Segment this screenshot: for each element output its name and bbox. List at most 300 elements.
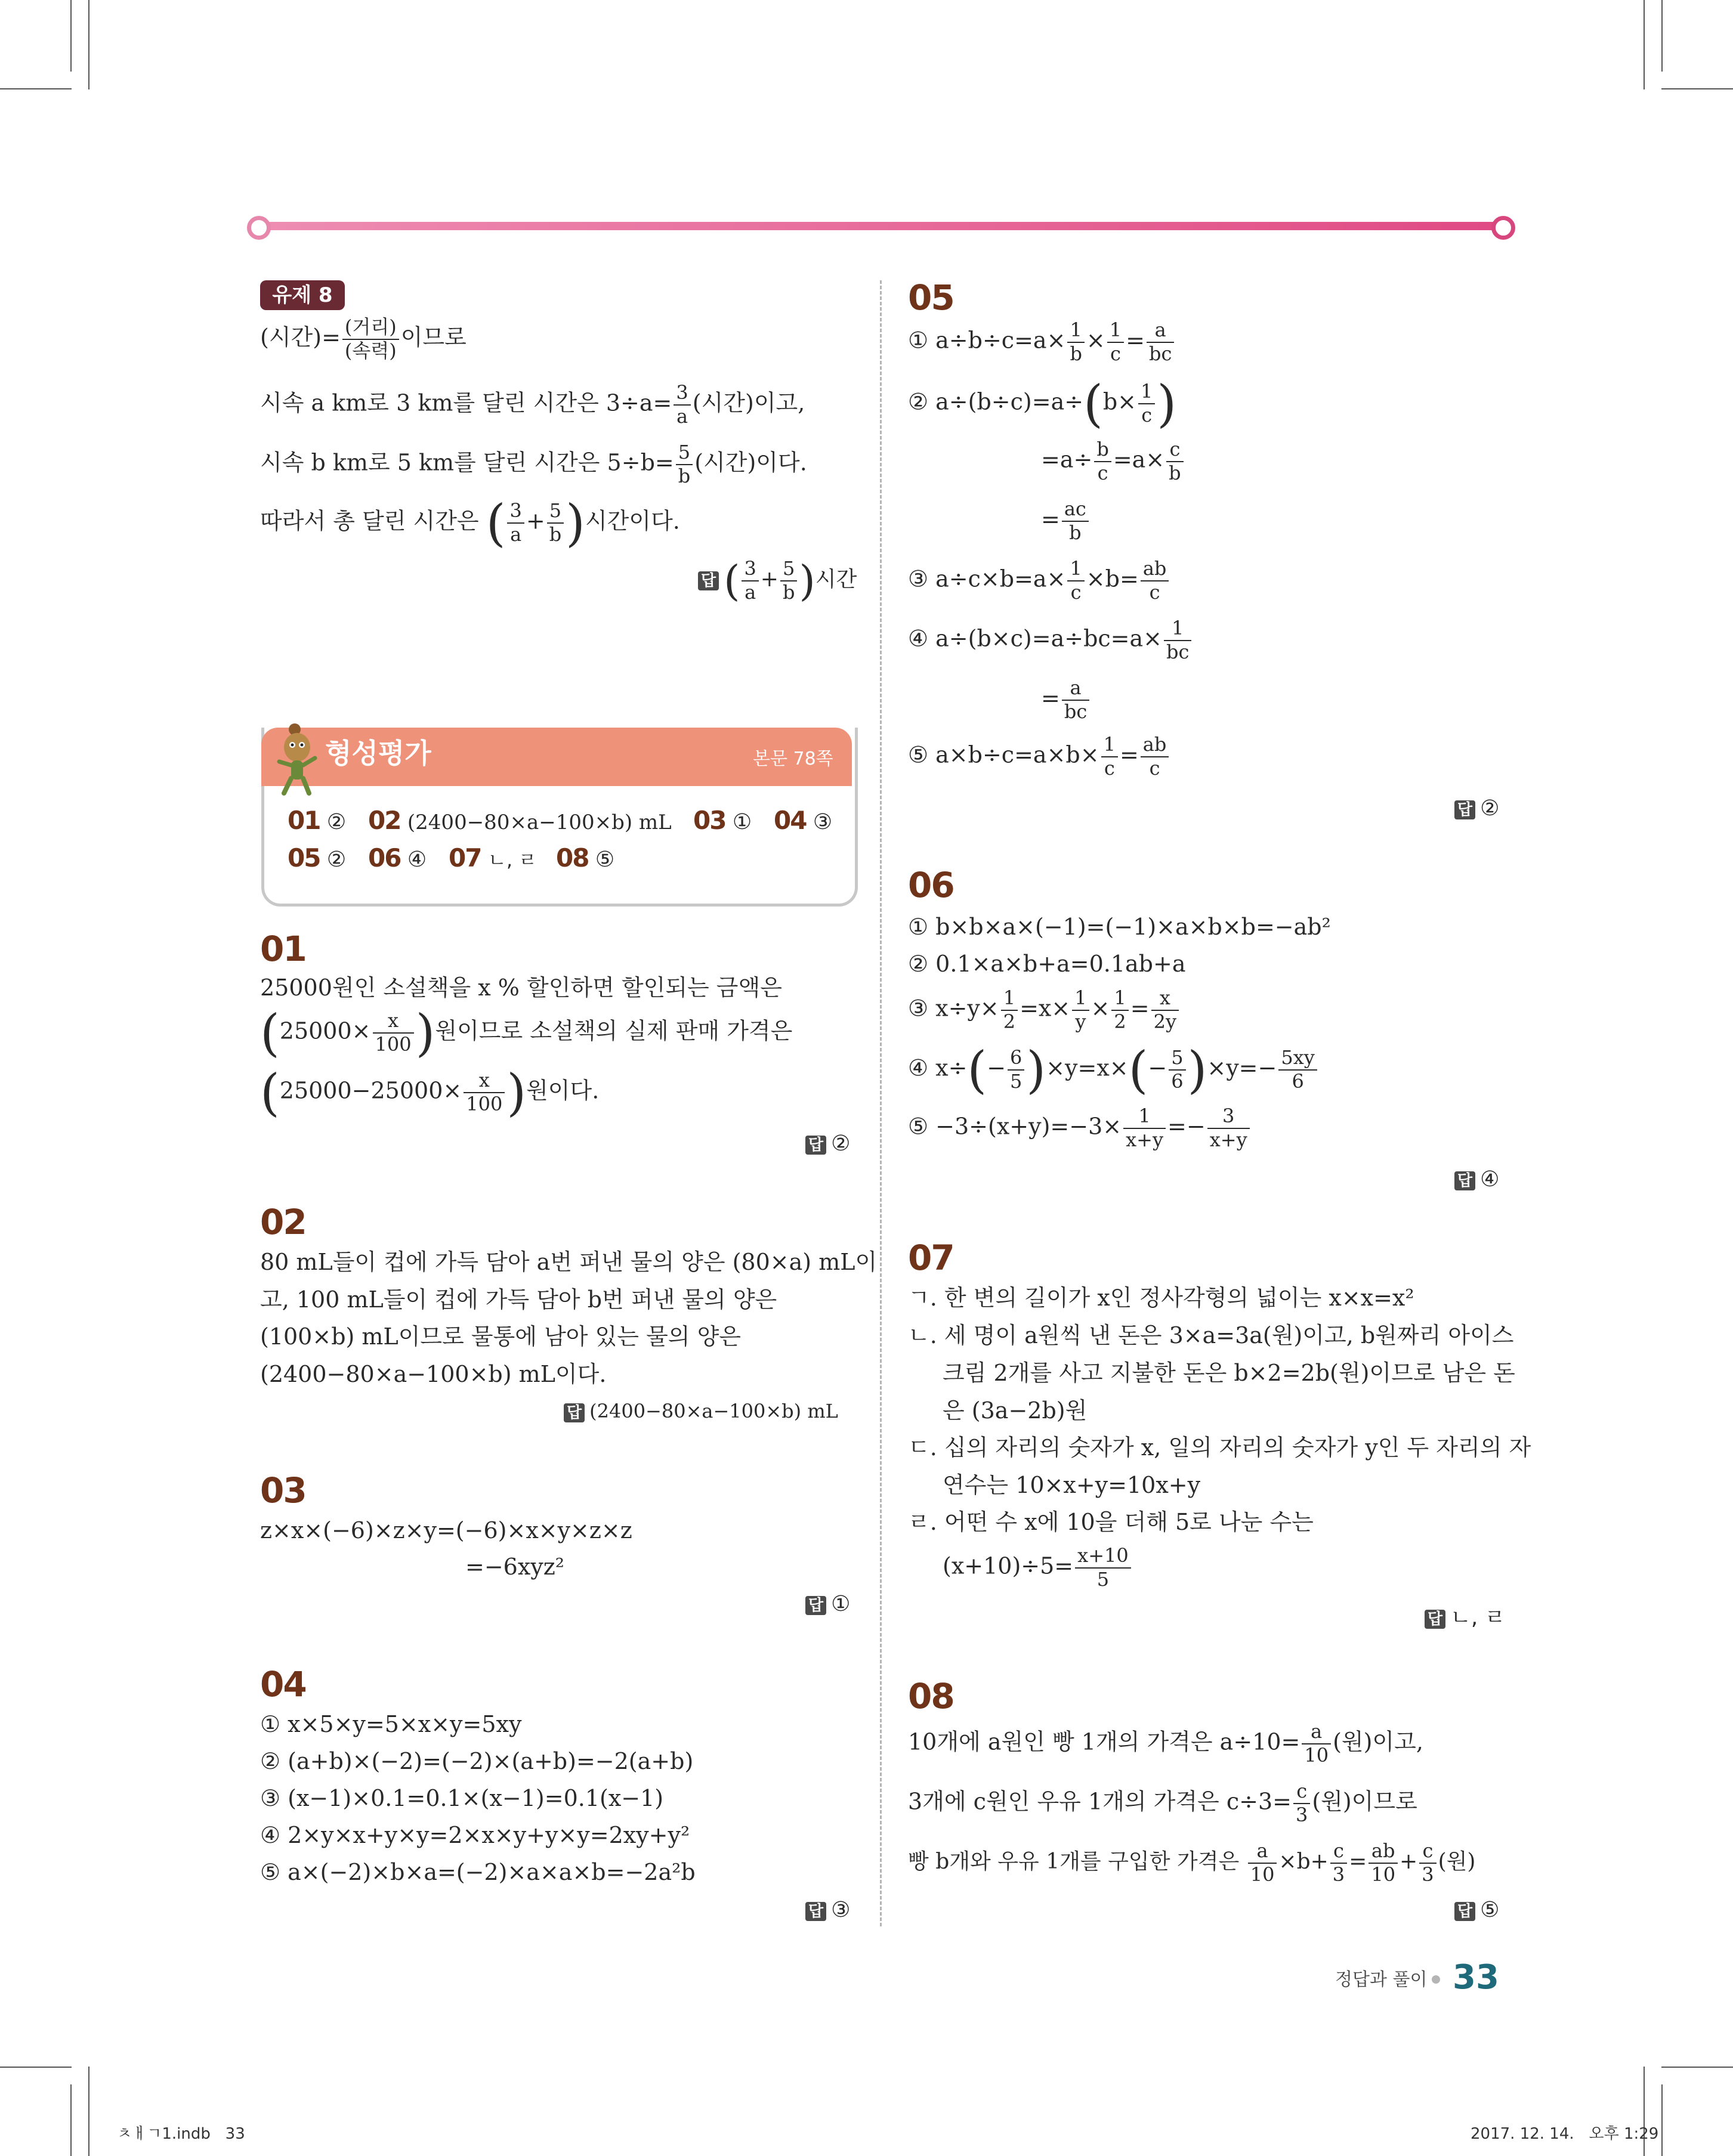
answer-num: 05 xyxy=(288,843,320,873)
answer-icon: 답 xyxy=(564,1403,585,1422)
q06-line-5 xyxy=(908,1105,1505,1165)
answer-value: (2400−80×a−100×b) mL xyxy=(589,1400,838,1422)
q05-line-6 xyxy=(908,617,1505,677)
fraction xyxy=(1419,1840,1436,1886)
text: =−6xyz² xyxy=(465,1554,565,1580)
text: 빵 b개와 우유 1개를 구입한 가격은 xyxy=(908,1849,1246,1874)
text: ④ 2×y×x+y×y=2×x×y+y×y=2xy+y² xyxy=(260,1822,690,1848)
crop-mark xyxy=(1644,0,1645,89)
footer-date: 2017. 12. 14. 오후 1:29 xyxy=(1471,2125,1659,2143)
denominator: 6 xyxy=(1292,1070,1304,1093)
hyeong-page: 본문 78쪽 xyxy=(753,748,833,769)
denominator: c xyxy=(1141,404,1153,426)
q04-line-4 xyxy=(260,1824,857,1854)
paren-left: ( xyxy=(967,1041,987,1099)
paren-left: ( xyxy=(260,1063,280,1122)
crop-mark xyxy=(0,2067,72,2068)
text: 원이다. xyxy=(526,1077,600,1104)
fraction xyxy=(742,558,758,604)
q02-line-2 xyxy=(260,1288,857,1318)
paren-right: ) xyxy=(566,494,585,552)
fraction xyxy=(1147,319,1174,366)
crop-mark xyxy=(1661,2084,1663,2156)
denominator: bc xyxy=(1064,700,1088,723)
crop-mark xyxy=(70,2084,72,2156)
text: (시간)= xyxy=(260,324,341,351)
fraction xyxy=(1141,734,1169,780)
text: = xyxy=(1349,1849,1367,1874)
text: b× xyxy=(1102,388,1137,415)
denominator: 6 xyxy=(1171,1070,1184,1093)
fraction xyxy=(1107,319,1124,366)
denominator: bc xyxy=(1148,342,1172,365)
text: × xyxy=(1086,327,1105,354)
answer-icon: 답 xyxy=(1425,1610,1445,1629)
denominator: 3 xyxy=(1295,1803,1308,1826)
paren-left: ( xyxy=(1083,375,1103,433)
crop-mark xyxy=(88,0,89,89)
q04-line-3 xyxy=(260,1787,857,1817)
text: ⑤ −3÷(x+y)=−3× xyxy=(908,1113,1122,1140)
yuje8-badge xyxy=(260,280,345,310)
numerator: ab xyxy=(1141,558,1169,581)
text: 25000× xyxy=(279,1017,371,1044)
numerator: a xyxy=(1302,1721,1331,1744)
q06-line-4 xyxy=(908,1041,1505,1105)
q02-line-4 xyxy=(260,1363,857,1393)
denominator: 10 xyxy=(1371,1863,1396,1886)
numerator: 1 xyxy=(1107,319,1124,343)
denominator: 2y xyxy=(1153,1010,1177,1033)
answer-num: 01 xyxy=(288,806,320,835)
denominator: c xyxy=(1070,580,1082,604)
numerator: a xyxy=(1062,677,1089,701)
q08-line-1 xyxy=(908,1721,1505,1780)
fraction xyxy=(1369,1840,1398,1886)
text: ㄹ. 어떤 수 x에 10을 더해 5로 나눈 수는 xyxy=(908,1509,1314,1535)
denominator: y xyxy=(1075,1010,1086,1033)
q01-line-3 xyxy=(260,1063,857,1127)
q01-line-1 xyxy=(260,976,857,1006)
fraction xyxy=(676,441,693,488)
q04-line-2 xyxy=(260,1750,857,1780)
text: ① x×5×y=5×x×y=5xy xyxy=(260,1711,522,1737)
text: (2400−80×a−100×b) mL이다. xyxy=(260,1361,607,1387)
denominator: a xyxy=(676,404,688,428)
paren-right: ) xyxy=(1187,1041,1207,1099)
q04-answer xyxy=(805,1900,850,1921)
text: (100×b) mL이므로 물통에 남아 있는 물의 양은 xyxy=(260,1323,742,1350)
answer-value: (2400−80×a−100×b) mL xyxy=(407,811,672,834)
answer-icon: 답 xyxy=(805,1136,826,1155)
answer-icon: 답 xyxy=(1454,1171,1475,1190)
text: (원) xyxy=(1438,1849,1476,1874)
answer-value: ② xyxy=(831,1131,851,1156)
fraction xyxy=(1293,1780,1310,1827)
fraction xyxy=(780,558,797,604)
denominator: 100 xyxy=(375,1033,412,1056)
q01-number: 01 xyxy=(260,929,306,969)
denominator: b xyxy=(678,464,691,487)
fraction xyxy=(1111,987,1128,1034)
page-number: 33 xyxy=(1453,1958,1499,1997)
numerator: 5 xyxy=(547,500,564,524)
text: ③ x÷y× xyxy=(908,995,999,1022)
numerator: x xyxy=(1151,987,1179,1011)
answer-num: 07 xyxy=(449,843,481,873)
text: 25000원인 소설책을 x % 할인하면 할인되는 금액은 xyxy=(260,975,782,1001)
text: ×y=− xyxy=(1207,1054,1277,1081)
paren-right: ) xyxy=(415,1004,435,1062)
numerator: 1 xyxy=(1067,558,1084,581)
answer-value: ② xyxy=(326,847,347,872)
q07-answer xyxy=(1425,1607,1506,1629)
denominator: b xyxy=(1169,461,1181,484)
numerator: 1 xyxy=(1001,987,1018,1011)
numerator: 3 xyxy=(507,500,524,524)
footer-dot-icon xyxy=(1432,1975,1440,1984)
numerator: x xyxy=(373,1010,414,1034)
q07-line-1 xyxy=(908,1286,1505,1316)
q07-line-3 xyxy=(943,1360,1515,1391)
q01-answer xyxy=(805,1133,850,1155)
q05-line-3 xyxy=(1041,438,1459,498)
q05-line-4 xyxy=(1041,498,1459,558)
q02-line-1 xyxy=(260,1249,878,1280)
text: (x+10)÷5= xyxy=(943,1552,1074,1579)
answer-num: 08 xyxy=(556,843,589,873)
text: (원)이고, xyxy=(1333,1728,1423,1755)
q06-number: 06 xyxy=(908,865,954,905)
fraction xyxy=(1278,1047,1317,1093)
q02-answer xyxy=(564,1402,838,1422)
numerator: 6 xyxy=(1008,1047,1024,1071)
fraction xyxy=(1302,1721,1331,1767)
numerator: c xyxy=(1293,1780,1310,1804)
text: =x× xyxy=(1020,995,1071,1022)
q07-line-8 xyxy=(943,1545,1479,1604)
denominator: b xyxy=(1070,342,1082,365)
text: = xyxy=(1119,741,1139,768)
denominator: c xyxy=(1097,461,1108,484)
paren-left: ( xyxy=(260,1004,280,1062)
text: = xyxy=(1130,995,1150,1022)
denominator: b xyxy=(549,523,562,546)
q08-line-3 xyxy=(908,1840,1505,1900)
text: (시간)이다. xyxy=(694,449,807,476)
denominator: 5 xyxy=(1010,1070,1022,1093)
denominator: bc xyxy=(1166,640,1190,663)
text: ⑤ a×b÷c=a×b× xyxy=(908,741,1099,768)
numerator: ab xyxy=(1141,734,1169,757)
text: − xyxy=(1148,1054,1167,1081)
answer-value: ③ xyxy=(813,810,833,834)
denominator: b xyxy=(1069,521,1082,544)
denominator: 100 xyxy=(466,1093,503,1115)
q05-answer xyxy=(1454,798,1499,819)
answer-icon: 답 xyxy=(1454,800,1475,819)
text: ㄷ. 십의 자리의 숫자가 x, 일의 자리의 숫자가 y인 두 자리의 자 xyxy=(908,1434,1531,1461)
q07-line-2 xyxy=(908,1322,1514,1354)
fraction xyxy=(1008,1047,1024,1093)
text: = xyxy=(1041,506,1060,533)
text: 3개에 c원인 우유 1개의 가격은 c÷3= xyxy=(908,1788,1292,1815)
header-bar-right-dot xyxy=(1491,216,1515,240)
q04-line-5 xyxy=(260,1861,857,1891)
answer-value: ③ xyxy=(831,1898,851,1922)
denominator: 2 xyxy=(1114,1010,1126,1033)
answer-value: ① xyxy=(831,1592,851,1616)
denominator: a xyxy=(510,523,522,546)
text: ② (a+b)×(−2)=(−2)×(a+b)=−2(a+b) xyxy=(260,1748,694,1774)
text: 10개에 a원인 빵 1개의 가격은 a÷10= xyxy=(908,1728,1300,1755)
header-bar-left-dot xyxy=(247,216,271,240)
answer-icon: 답 xyxy=(805,1902,826,1921)
answer-num: 04 xyxy=(774,806,807,835)
text: 25000−25000× xyxy=(279,1077,462,1104)
q05-line-7 xyxy=(1041,677,1459,737)
answer-value: ④ xyxy=(407,847,427,872)
text: 80 mL들이 컵에 가득 담아 a번 퍼낸 물의 양은 (80×a) mL이 xyxy=(260,1249,878,1275)
q03-line-2 xyxy=(465,1555,823,1585)
numerator: 1 xyxy=(1067,319,1084,343)
numerator: 5xy xyxy=(1278,1047,1317,1071)
crop-mark xyxy=(1661,0,1663,72)
text: =− xyxy=(1167,1113,1206,1140)
answer-value: ⑤ xyxy=(595,847,615,872)
q07-line-7 xyxy=(908,1511,1505,1541)
text: ×b= xyxy=(1086,565,1139,592)
hyeong-row-1 xyxy=(288,808,836,838)
text: 시속 b km로 5 km를 달린 시간은 5÷b= xyxy=(260,449,674,476)
text: ② a÷(b÷c)=a÷ xyxy=(908,388,1084,415)
crop-mark xyxy=(1661,88,1733,89)
yuje8-line-4 xyxy=(260,494,857,564)
fraction xyxy=(1138,381,1155,427)
header-bar xyxy=(257,222,1503,230)
crop-mark xyxy=(88,2067,89,2156)
numerator: 3 xyxy=(674,382,690,406)
q05-line-5 xyxy=(908,558,1505,617)
q03-number: 03 xyxy=(260,1470,306,1511)
fraction xyxy=(1072,987,1089,1034)
numerator: c xyxy=(1330,1840,1347,1864)
q05-line-8 xyxy=(908,734,1505,793)
numerator: 5 xyxy=(780,558,797,581)
answer-value: ④ xyxy=(1480,1167,1500,1192)
fraction xyxy=(1164,617,1191,664)
answer-num: 06 xyxy=(368,843,401,873)
answer-value: ㄴ, ㄹ xyxy=(487,849,537,871)
denominator: c xyxy=(1104,756,1115,779)
q07-number: 07 xyxy=(908,1238,954,1278)
text: 은 (3a−2b)원 xyxy=(943,1397,1088,1424)
crop-mark xyxy=(0,88,72,89)
answer-icon: 답 xyxy=(698,571,719,590)
text: ③ (x−1)×0.1=0.1×(x−1)=0.1(x−1) xyxy=(260,1785,664,1811)
q02-line-3 xyxy=(260,1325,857,1355)
numerator: x+10 xyxy=(1075,1545,1131,1569)
hyeong-title: 형성평가 xyxy=(325,737,431,769)
fraction xyxy=(373,1010,414,1056)
answer-value: ② xyxy=(1480,796,1500,821)
text: 연수는 10×x+y=10x+y xyxy=(943,1472,1201,1498)
denominator: x+y xyxy=(1126,1128,1164,1151)
yuje8-badge-label: 유제 8 xyxy=(272,283,333,307)
numerator: b xyxy=(1094,438,1111,462)
numerator: a xyxy=(1147,319,1174,343)
q04-number: 04 xyxy=(260,1664,306,1705)
text: (시간)이고, xyxy=(692,389,805,416)
answer-icon: 답 xyxy=(805,1596,826,1615)
denominator: c xyxy=(1110,342,1121,365)
answer-value: ⑤ xyxy=(1480,1898,1500,1922)
paren-left: ( xyxy=(724,556,740,605)
fraction xyxy=(1062,498,1089,545)
fraction xyxy=(1169,1047,1185,1093)
text: ㄴ. 세 명이 a원씩 낸 돈은 3×a=3a(원)이고, b원짜리 아이스 xyxy=(908,1322,1514,1348)
fraction xyxy=(547,500,564,546)
fraction xyxy=(1123,1105,1166,1152)
crop-mark xyxy=(70,0,72,72)
denominator: c xyxy=(1149,756,1160,779)
numerator: c xyxy=(1166,438,1183,462)
text: ×y=x× xyxy=(1046,1054,1129,1081)
yuje8-line-2 xyxy=(260,382,857,441)
yuje8-answer xyxy=(698,558,859,620)
q01-line-2 xyxy=(260,1004,857,1068)
numerator: 3 xyxy=(742,558,758,581)
numerator: ab xyxy=(1369,1840,1398,1864)
denominator: (속력) xyxy=(344,339,397,362)
text: 이므로 xyxy=(400,324,467,351)
fraction xyxy=(1062,677,1089,723)
text: ① b×b×a×(−1)=(−1)×a×b×b=−ab² xyxy=(908,914,1331,940)
text: − xyxy=(987,1054,1006,1081)
fraction xyxy=(1141,558,1169,604)
column-divider xyxy=(880,280,882,1926)
paren-left: ( xyxy=(486,494,506,552)
answer-value: ㄴ, ㄹ xyxy=(1450,1606,1506,1630)
fraction xyxy=(1166,438,1183,485)
fraction xyxy=(1207,1105,1250,1152)
text: 고, 100 mL들이 컵에 가득 담아 b번 퍼낸 물의 양은 xyxy=(260,1286,777,1313)
text: = xyxy=(1041,685,1060,712)
denominator: 10 xyxy=(1250,1863,1275,1886)
yuje8-line-3 xyxy=(260,441,857,501)
q08-line-2 xyxy=(908,1780,1505,1840)
numerator: (거리) xyxy=(342,316,399,340)
q07-line-5 xyxy=(908,1434,1531,1466)
text: ④ x÷ xyxy=(908,1054,968,1081)
fraction xyxy=(674,382,690,428)
mascot-icon xyxy=(273,719,321,796)
fraction xyxy=(1330,1840,1347,1886)
hyeong-row-2 xyxy=(288,843,836,876)
paren-left: ( xyxy=(1128,1041,1148,1099)
numerator: a xyxy=(1248,1840,1277,1864)
fraction xyxy=(342,316,399,363)
paren-right: ) xyxy=(1157,375,1177,433)
denominator: 2 xyxy=(1003,1010,1016,1033)
text: ① a÷b÷c=a× xyxy=(908,327,1066,354)
q06-line-2 xyxy=(908,952,1505,982)
footer-label: 정답과 풀이 xyxy=(1335,1969,1428,1990)
numerator: 5 xyxy=(676,441,693,465)
fraction xyxy=(464,1069,505,1116)
q08-answer xyxy=(1454,1900,1499,1921)
text: 시간이다. xyxy=(585,508,680,534)
numerator: 1 xyxy=(1138,381,1155,404)
fraction xyxy=(1001,987,1018,1034)
text: (원)이므로 xyxy=(1312,1788,1417,1815)
text: ③ a÷c×b=a× xyxy=(908,565,1066,592)
numerator: 5 xyxy=(1169,1047,1185,1071)
crop-mark xyxy=(1661,2067,1733,2068)
paren-right: ) xyxy=(1026,1041,1046,1099)
fraction xyxy=(1094,438,1111,485)
fraction xyxy=(1067,319,1084,366)
denominator: x+y xyxy=(1209,1128,1247,1151)
fraction xyxy=(1151,987,1179,1034)
text: 따라서 총 달린 시간은 xyxy=(260,508,486,534)
text: ④ a÷(b×c)=a÷bc=a× xyxy=(908,625,1163,652)
answer-icon: 답 xyxy=(1454,1902,1475,1921)
q02-number: 02 xyxy=(260,1202,306,1242)
fraction xyxy=(507,500,524,546)
denominator: 3 xyxy=(1422,1863,1434,1886)
fraction xyxy=(1101,734,1118,780)
q05-line-2 xyxy=(908,375,1505,438)
denominator: 3 xyxy=(1332,1863,1345,1886)
fraction xyxy=(1075,1545,1131,1591)
q07-line-4 xyxy=(943,1399,1509,1429)
answer-num: 02 xyxy=(368,806,401,835)
text: =a÷ xyxy=(1041,446,1093,473)
paren-right: ) xyxy=(506,1063,527,1122)
denominator: a xyxy=(745,580,756,604)
q04-line-1 xyxy=(260,1713,857,1743)
numerator: x xyxy=(464,1069,505,1093)
numerator: ac xyxy=(1062,498,1089,522)
text: 시간 xyxy=(815,567,857,592)
text: × xyxy=(1091,995,1110,1022)
text: z×x×(−6)×z×y=(−6)×x×y×z×z xyxy=(260,1517,632,1543)
text: ×b+ xyxy=(1278,1849,1329,1874)
text: ㄱ. 한 변의 길이가 x인 정사각형의 넓이는 x×x=x² xyxy=(908,1285,1414,1311)
denominator: 5 xyxy=(1096,1567,1110,1591)
text: = xyxy=(1126,327,1145,354)
q06-line-1 xyxy=(908,915,1505,945)
q06-line-3 xyxy=(908,987,1505,1047)
q06-answer xyxy=(1454,1169,1499,1190)
q05-number: 05 xyxy=(908,277,954,318)
footer-file: ㅊㅐㄱ1.indb 33 xyxy=(117,2125,245,2143)
numerator: 1 xyxy=(1111,987,1128,1011)
text: =a× xyxy=(1113,446,1165,473)
text: 시속 a km로 3 km를 달린 시간은 3÷a= xyxy=(260,389,672,416)
numerator: c xyxy=(1419,1840,1436,1864)
text: ② 0.1×a×b+a=0.1ab+a xyxy=(908,951,1186,977)
q03-line-1 xyxy=(260,1519,857,1549)
denominator: c xyxy=(1149,580,1160,604)
yuje8-line-1 xyxy=(260,316,857,376)
denominator: b xyxy=(782,580,795,604)
q05-line-1 xyxy=(908,319,1505,379)
answer-num: 03 xyxy=(693,806,726,835)
text: + xyxy=(760,567,779,592)
fraction xyxy=(1067,558,1084,604)
